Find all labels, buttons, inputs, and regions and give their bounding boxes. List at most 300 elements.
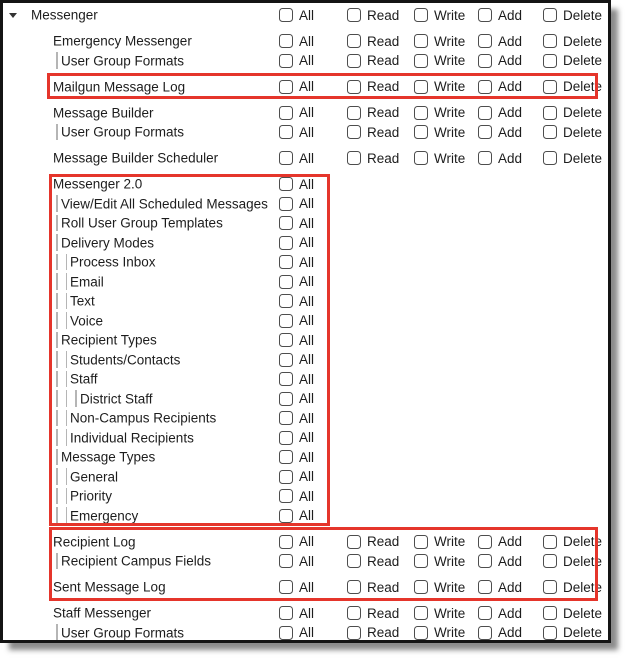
tree-row	[0, 272, 611, 292]
delete-permission-cell	[543, 103, 602, 123]
all-permission-cell	[279, 623, 314, 643]
all-permission-cell	[279, 291, 314, 311]
all-checkbox[interactable]	[279, 411, 293, 425]
add-permission-cell	[478, 532, 522, 552]
add-checkbox[interactable]	[478, 151, 492, 165]
delete-checkbox-label: Delete	[563, 625, 603, 640]
row-label: Email	[70, 274, 104, 289]
tree-row	[0, 77, 611, 97]
write-permission-cell	[414, 603, 465, 623]
all-checkbox-label: All	[299, 313, 315, 328]
write-checkbox[interactable]	[414, 80, 428, 94]
all-checkbox[interactable]	[279, 125, 293, 139]
read-checkbox-label: Read	[367, 605, 400, 621]
all-checkbox[interactable]	[279, 216, 293, 230]
all-permission-cell	[279, 174, 314, 194]
tree-row	[0, 51, 611, 71]
add-checkbox-label: Add	[498, 124, 523, 140]
write-checkbox-label: Write	[434, 534, 466, 549]
read-checkbox-label: Read	[367, 105, 400, 120]
tree-guide-line	[56, 553, 58, 570]
tree-row	[0, 311, 611, 331]
read-checkbox-label: Read	[367, 534, 400, 549]
tree-row	[0, 5, 611, 25]
tree-row	[0, 252, 611, 272]
all-permission-cell	[279, 51, 314, 71]
tree-guide-line	[66, 351, 68, 368]
add-checkbox[interactable]	[478, 54, 492, 68]
tree-row	[0, 213, 611, 233]
all-checkbox[interactable]	[279, 489, 293, 503]
read-checkbox[interactable]	[347, 8, 361, 22]
tree-guide-line	[56, 254, 58, 271]
add-permission-cell	[478, 103, 522, 123]
delete-checkbox-label: Delete	[563, 33, 603, 49]
all-permission-cell	[279, 506, 314, 526]
tree-row	[0, 623, 611, 643]
delete-permission-cell	[543, 148, 602, 168]
row-label: Emergency	[70, 508, 139, 523]
row-label: Message Types	[61, 449, 156, 465]
write-permission-cell	[414, 122, 465, 142]
add-permission-cell	[478, 122, 522, 142]
all-checkbox-label: All	[299, 124, 315, 140]
all-checkbox-label: All	[299, 105, 315, 120]
row-label: Emergency Messenger	[53, 33, 192, 49]
write-permission-cell	[414, 103, 465, 123]
all-checkbox[interactable]	[279, 80, 293, 94]
all-checkbox[interactable]	[279, 151, 293, 165]
tree-row	[0, 369, 611, 389]
add-checkbox-label: Add	[498, 625, 523, 640]
add-permission-cell	[478, 551, 522, 571]
write-checkbox[interactable]	[414, 626, 428, 640]
all-permission-cell	[279, 77, 314, 97]
all-checkbox[interactable]	[279, 177, 293, 191]
tree-row	[0, 486, 611, 506]
write-permission-cell	[414, 532, 465, 552]
tree-guide-line	[56, 312, 58, 329]
all-checkbox-label: All	[299, 215, 315, 231]
tree-row	[0, 350, 611, 370]
all-checkbox-label: All	[299, 352, 315, 367]
add-checkbox-label: Add	[498, 150, 523, 166]
add-permission-cell	[478, 623, 522, 643]
all-checkbox-label: All	[299, 7, 315, 23]
all-checkbox-label: All	[299, 53, 315, 68]
write-permission-cell	[414, 623, 465, 643]
all-checkbox-label: All	[299, 534, 315, 549]
delete-checkbox[interactable]	[543, 34, 557, 48]
all-permission-cell	[279, 311, 314, 331]
all-checkbox[interactable]	[279, 8, 293, 22]
all-checkbox[interactable]	[279, 626, 293, 640]
tree-guide-line	[56, 52, 58, 69]
all-checkbox-label: All	[299, 293, 315, 309]
delete-checkbox[interactable]	[543, 8, 557, 22]
read-checkbox[interactable]	[347, 125, 361, 139]
read-checkbox[interactable]	[347, 606, 361, 620]
row-label: District Staff	[80, 391, 153, 406]
delete-checkbox-label: Delete	[563, 79, 603, 94]
tree-row	[0, 408, 611, 428]
all-checkbox-label: All	[299, 391, 315, 406]
tree-guide-line	[56, 234, 58, 251]
all-checkbox[interactable]	[279, 431, 293, 445]
row-label: Text	[70, 293, 95, 309]
all-checkbox[interactable]	[279, 580, 293, 594]
add-checkbox-label: Add	[498, 33, 523, 49]
row-label: Delivery Modes	[61, 235, 155, 250]
tree-row	[0, 551, 611, 571]
add-checkbox[interactable]	[478, 535, 492, 549]
write-checkbox[interactable]	[414, 554, 428, 568]
tree-guide-line	[66, 429, 68, 446]
delete-checkbox[interactable]	[543, 106, 557, 120]
add-checkbox[interactable]	[478, 580, 492, 594]
all-checkbox-label: All	[299, 469, 315, 484]
delete-checkbox-label: Delete	[563, 105, 603, 120]
tree-guide-line	[56, 390, 58, 407]
all-checkbox[interactable]	[279, 236, 293, 250]
write-permission-cell	[414, 551, 465, 571]
all-checkbox[interactable]	[279, 333, 293, 347]
delete-checkbox-label: Delete	[563, 7, 603, 23]
row-label: Recipient Log	[53, 534, 136, 549]
all-permission-cell	[279, 551, 314, 571]
write-checkbox-label: Write	[434, 579, 466, 595]
tree-guide-line	[56, 215, 58, 232]
tree-guide-line	[56, 468, 58, 485]
row-label: Staff	[70, 371, 98, 387]
all-checkbox[interactable]	[279, 372, 293, 386]
read-permission-cell	[347, 103, 399, 123]
read-permission-cell	[347, 122, 399, 142]
add-checkbox[interactable]	[478, 125, 492, 139]
tree-row	[0, 389, 611, 409]
delete-checkbox[interactable]	[543, 151, 557, 165]
write-checkbox-label: Write	[434, 33, 466, 49]
delete-permission-cell	[543, 577, 602, 597]
all-permission-cell	[279, 467, 314, 487]
all-checkbox[interactable]	[279, 197, 293, 211]
read-permission-cell	[347, 603, 399, 623]
read-permission-cell	[347, 31, 399, 51]
add-checkbox[interactable]	[478, 626, 492, 640]
all-checkbox-label: All	[299, 579, 315, 595]
write-permission-cell	[414, 5, 465, 25]
delete-permission-cell	[543, 51, 602, 71]
collapse-triangle-icon[interactable]	[9, 13, 17, 18]
read-permission-cell	[347, 148, 399, 168]
all-permission-cell	[279, 272, 314, 292]
all-checkbox-label: All	[299, 508, 315, 523]
tree-guide-line	[56, 488, 58, 505]
all-checkbox-label: All	[299, 176, 315, 192]
read-checkbox[interactable]	[347, 34, 361, 48]
write-checkbox[interactable]	[414, 34, 428, 48]
add-permission-cell	[478, 148, 522, 168]
read-checkbox-label: Read	[367, 79, 400, 94]
add-checkbox-label: Add	[498, 553, 523, 569]
all-checkbox-label: All	[299, 488, 315, 504]
write-checkbox-label: Write	[434, 625, 466, 640]
delete-checkbox[interactable]	[543, 80, 557, 94]
all-permission-cell	[279, 389, 314, 409]
row-label: View/Edit All Scheduled Messages	[61, 196, 268, 211]
read-checkbox-label: Read	[367, 150, 400, 166]
read-checkbox[interactable]	[347, 54, 361, 68]
delete-checkbox[interactable]	[543, 606, 557, 620]
row-label: Voice	[70, 313, 104, 328]
delete-checkbox[interactable]	[543, 626, 557, 640]
all-checkbox-label: All	[299, 410, 315, 426]
delete-checkbox[interactable]	[543, 554, 557, 568]
tree-guide-line	[56, 410, 58, 427]
all-checkbox-label: All	[299, 196, 315, 211]
add-checkbox[interactable]	[478, 34, 492, 48]
tree-row	[0, 291, 611, 311]
row-label: Individual Recipients	[70, 430, 194, 445]
row-label: Message Builder	[53, 105, 154, 120]
write-checkbox[interactable]	[414, 151, 428, 165]
all-permission-cell	[279, 148, 314, 168]
tree-guide-line	[56, 624, 58, 641]
write-checkbox-label: Write	[434, 105, 466, 120]
tree-row	[0, 603, 611, 623]
all-permission-cell	[279, 486, 314, 506]
tree-row	[0, 506, 611, 526]
write-checkbox[interactable]	[414, 580, 428, 594]
row-label: Messenger	[31, 7, 98, 23]
all-checkbox[interactable]	[279, 535, 293, 549]
row-label: User Group Formats	[61, 53, 185, 68]
tree-guide-line	[66, 488, 68, 505]
tree-guide-line	[66, 273, 68, 290]
read-checkbox-label: Read	[367, 553, 400, 569]
tree-guide-line	[56, 371, 58, 388]
all-checkbox[interactable]	[279, 509, 293, 523]
add-permission-cell	[478, 31, 522, 51]
add-permission-cell	[478, 577, 522, 597]
all-permission-cell	[279, 369, 314, 389]
write-checkbox-label: Write	[434, 605, 466, 621]
all-permission-cell	[279, 603, 314, 623]
row-label: General	[70, 469, 119, 484]
write-checkbox-label: Write	[434, 79, 466, 94]
write-permission-cell	[414, 51, 465, 71]
delete-checkbox-label: Delete	[563, 53, 603, 68]
add-checkbox-label: Add	[498, 79, 523, 94]
tree-guide-line	[66, 390, 68, 407]
all-checkbox-label: All	[299, 33, 315, 49]
write-permission-cell	[414, 31, 465, 51]
write-checkbox[interactable]	[414, 125, 428, 139]
read-checkbox-label: Read	[367, 579, 400, 595]
all-checkbox[interactable]	[279, 294, 293, 308]
all-checkbox[interactable]	[279, 34, 293, 48]
row-label: Sent Message Log	[53, 579, 166, 595]
all-checkbox[interactable]	[279, 54, 293, 68]
all-permission-cell	[279, 428, 314, 448]
read-permission-cell	[347, 5, 399, 25]
read-checkbox[interactable]	[347, 106, 361, 120]
write-checkbox-label: Write	[434, 124, 466, 140]
write-checkbox-label: Write	[434, 7, 466, 23]
tree-row	[0, 428, 611, 448]
row-label: Process Inbox	[70, 254, 156, 270]
write-checkbox[interactable]	[414, 535, 428, 549]
add-checkbox[interactable]	[478, 606, 492, 620]
read-checkbox-label: Read	[367, 7, 400, 23]
tree-row	[0, 467, 611, 487]
read-checkbox-label: Read	[367, 33, 400, 49]
read-permission-cell	[347, 577, 399, 597]
all-checkbox[interactable]	[279, 470, 293, 484]
add-checkbox-label: Add	[498, 534, 523, 549]
tree-guide-line	[56, 273, 58, 290]
tree-row	[0, 31, 611, 51]
read-checkbox-label: Read	[367, 625, 400, 640]
write-checkbox-label: Write	[434, 150, 466, 166]
add-permission-cell	[478, 5, 522, 25]
tree-guide-line	[56, 293, 58, 310]
tree-guide-line	[66, 312, 68, 329]
tree-row	[0, 233, 611, 253]
delete-checkbox[interactable]	[543, 125, 557, 139]
add-checkbox-label: Add	[498, 53, 523, 68]
all-checkbox[interactable]	[279, 353, 293, 367]
all-permission-cell	[279, 122, 314, 142]
all-permission-cell	[279, 577, 314, 597]
tree-guide-line	[56, 449, 58, 466]
tree-guide-line	[66, 410, 68, 427]
all-checkbox-label: All	[299, 605, 315, 621]
tree-row	[0, 447, 611, 467]
all-checkbox[interactable]	[279, 392, 293, 406]
tree-guide-line	[66, 507, 68, 524]
delete-checkbox-label: Delete	[563, 605, 603, 621]
tree-row	[0, 330, 611, 350]
row-label: Staff Messenger	[53, 605, 152, 621]
tree-guide-line	[75, 390, 77, 407]
delete-checkbox[interactable]	[543, 54, 557, 68]
read-checkbox[interactable]	[347, 580, 361, 594]
all-checkbox[interactable]	[279, 106, 293, 120]
row-label: Messenger 2.0	[53, 176, 143, 192]
read-checkbox[interactable]	[347, 626, 361, 640]
delete-checkbox[interactable]	[543, 580, 557, 594]
tree-row	[0, 122, 611, 142]
add-checkbox[interactable]	[478, 80, 492, 94]
write-checkbox[interactable]	[414, 8, 428, 22]
write-checkbox-label: Write	[434, 553, 466, 569]
all-checkbox[interactable]	[279, 554, 293, 568]
all-checkbox[interactable]	[279, 450, 293, 464]
read-permission-cell	[347, 77, 399, 97]
tree-guide-line	[56, 332, 58, 349]
row-label: Recipient Types	[61, 332, 157, 348]
delete-permission-cell	[543, 77, 602, 97]
all-checkbox-label: All	[299, 332, 315, 348]
write-checkbox-label: Write	[434, 53, 466, 68]
delete-permission-cell	[543, 31, 602, 51]
all-checkbox-label: All	[299, 235, 315, 250]
read-checkbox[interactable]	[347, 80, 361, 94]
delete-checkbox-label: Delete	[563, 579, 603, 595]
delete-checkbox-label: Delete	[563, 553, 603, 569]
tree-guide-line	[56, 507, 58, 524]
add-checkbox-label: Add	[498, 105, 523, 120]
all-permission-cell	[279, 233, 314, 253]
add-checkbox[interactable]	[478, 8, 492, 22]
tree-row	[0, 174, 611, 194]
read-checkbox[interactable]	[347, 151, 361, 165]
read-permission-cell	[347, 532, 399, 552]
delete-permission-cell	[543, 603, 602, 623]
read-checkbox-label: Read	[367, 124, 400, 140]
all-checkbox-label: All	[299, 449, 315, 465]
tree-row	[0, 577, 611, 597]
tree-row	[0, 532, 611, 552]
all-checkbox-label: All	[299, 371, 315, 387]
all-permission-cell	[279, 213, 314, 233]
all-permission-cell	[279, 532, 314, 552]
add-permission-cell	[478, 603, 522, 623]
read-permission-cell	[347, 551, 399, 571]
tree-guide-line	[66, 468, 68, 485]
read-checkbox[interactable]	[347, 535, 361, 549]
tree-row	[0, 194, 611, 214]
row-label: Message Builder Scheduler	[53, 150, 219, 166]
all-checkbox[interactable]	[279, 275, 293, 289]
delete-checkbox-label: Delete	[563, 124, 603, 140]
read-permission-cell	[347, 51, 399, 71]
all-permission-cell	[279, 330, 314, 350]
add-permission-cell	[478, 51, 522, 71]
tree-guide-line	[56, 351, 58, 368]
tree-guide-line	[66, 293, 68, 310]
delete-checkbox[interactable]	[543, 535, 557, 549]
all-checkbox[interactable]	[279, 314, 293, 328]
all-permission-cell	[279, 350, 314, 370]
row-label: Students/Contacts	[70, 352, 181, 367]
add-checkbox-label: Add	[498, 605, 523, 621]
all-checkbox[interactable]	[279, 255, 293, 269]
row-label: Recipient Campus Fields	[61, 553, 212, 569]
delete-permission-cell	[543, 122, 602, 142]
row-label: Non-Campus Recipients	[70, 410, 217, 426]
tree-guide-line	[66, 371, 68, 388]
all-checkbox-label: All	[299, 625, 315, 640]
write-permission-cell	[414, 148, 465, 168]
write-checkbox[interactable]	[414, 54, 428, 68]
read-checkbox[interactable]	[347, 554, 361, 568]
all-permission-cell	[279, 5, 314, 25]
add-permission-cell	[478, 77, 522, 97]
write-checkbox[interactable]	[414, 106, 428, 120]
all-checkbox-label: All	[299, 430, 315, 445]
all-checkbox[interactable]	[279, 606, 293, 620]
tree-row	[0, 103, 611, 123]
delete-permission-cell	[543, 5, 602, 25]
add-checkbox[interactable]	[478, 554, 492, 568]
tree-guide-line	[56, 195, 58, 212]
all-checkbox-label: All	[299, 553, 315, 569]
tree-guide-line	[66, 254, 68, 271]
add-checkbox[interactable]	[478, 106, 492, 120]
write-checkbox[interactable]	[414, 606, 428, 620]
